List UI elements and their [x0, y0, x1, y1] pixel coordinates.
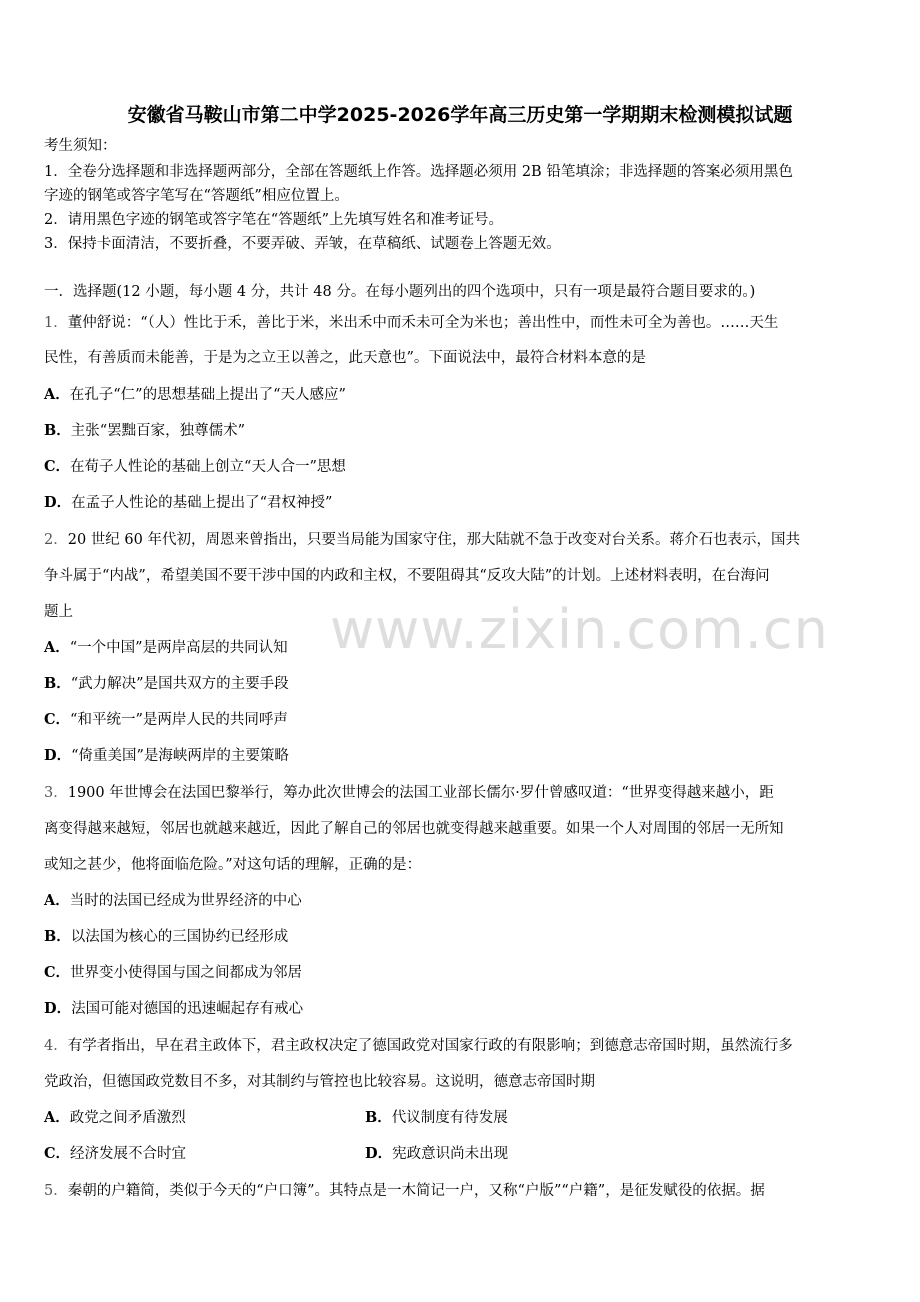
option-label: B．	[44, 928, 71, 945]
question-text: 题上	[44, 604, 73, 620]
notice-item: 3．保持卡面清洁，不要折叠，不要弄破、弄皱，在草稿纸、试题卷上答题无效。	[44, 236, 561, 252]
option-label: C．	[44, 458, 71, 475]
question-3-stem	[44, 783, 880, 803]
question-text: 离变得越来越短，邻居也就越来越近，因此了解自己的邻居也就变得越来越重要。如果一个人对周围的邻居一无所知	[44, 821, 784, 837]
option-d	[365, 1144, 508, 1164]
question-text: 20 世纪 60 年代初，周恩来曾指出，只要当局能为国家守住，那大陆就不急于改变对台关系。蒋介石也表示，国共	[67, 532, 800, 548]
option-text: “武力解决”是国共双方的主要手段	[70, 676, 289, 692]
question-text: 争斗属于“内战”，希望美国不要干涉中国的内政和主权，不要阻碍其“反攻大陆”的计划。上述材料表明，在台海问	[44, 568, 770, 584]
option-label: C．	[44, 1145, 71, 1162]
option-label: A．	[44, 892, 70, 909]
notice-item: 2．请用黑色字迹的钢笔或答字笔在“答题纸”上先填写姓名和准考证号。	[44, 212, 504, 228]
option-a	[44, 891, 880, 911]
option-text: 经济发展不合时宜	[70, 1146, 187, 1162]
notice-item: 字迹的钢笔或答字笔写在“答题纸”相应位置上。	[44, 188, 349, 204]
option-text: “一个中国”是两岸高层的共同认知	[69, 640, 288, 656]
option-text: “和平统一”是两岸人民的共同呼声	[70, 712, 288, 728]
question-text: 1900 年世博会在法国巴黎举行，筹办此次世博会的法国工业部长儒尔·罗什曾感叹道：“世界变得越来越小，距	[67, 785, 774, 801]
option-text: 在荀子人性论的基础上创立“天人合一”思想	[70, 459, 346, 475]
option-label: D．	[365, 1145, 393, 1162]
option-a	[44, 385, 880, 405]
option-text: 法国可能对德国的迅速崛起存有戒心	[71, 1001, 304, 1017]
option-label: A．	[44, 386, 70, 403]
option-text: 主张“罢黜百家，独尊儒术”	[70, 423, 246, 439]
option-label: D．	[44, 494, 72, 511]
question-number: 5．	[44, 1183, 68, 1199]
option-label: B．	[44, 675, 71, 692]
option-text: “倚重美国”是海峡两岸的主要策略	[71, 748, 289, 764]
option-c	[44, 710, 880, 730]
option-d	[44, 746, 880, 766]
option-a	[44, 1108, 186, 1128]
option-label: A．	[44, 639, 70, 656]
option-text: 以法国为核心的三国协约已经形成	[70, 929, 289, 945]
question-text: 秦朝的户籍简，类似于今天的“户口簿”。其特点是一木简记一户，又称“户版”“户籍”，是征发赋役的依据。据	[67, 1183, 765, 1199]
option-d	[44, 493, 880, 513]
option-text: 在孟子人性论的基础上提出了“君权神授”	[71, 495, 333, 511]
question-number: 1．	[44, 315, 68, 331]
question-number: 3．	[44, 785, 68, 801]
option-label: C．	[44, 711, 71, 728]
option-c	[44, 457, 880, 477]
question-text: 民性，有善质而未能善，于是为之立王以善之，此天意也”。下面说法中，最符合材料本意的是	[44, 350, 646, 366]
option-label: D．	[44, 747, 72, 764]
option-b	[44, 421, 880, 441]
question-5-stem	[44, 1181, 880, 1201]
question-2-stem	[44, 530, 880, 550]
option-text: 在孔子“仁”的思想基础上提出了“天人感应”	[69, 387, 346, 403]
option-text: 代议制度有待发展	[391, 1110, 508, 1126]
watermark: www.zixin.com.cn	[330, 598, 829, 661]
option-text: 宪政意识尚未出现	[392, 1146, 509, 1162]
question-text: 董仲舒说：“（人）性比于禾，善比于米，米出禾中而禾未可全为米也；善出性中，而性未可全为善也。……天生	[67, 315, 779, 331]
notice-item: 1．全卷分选择题和非选择题两部分，全部在答题纸上作答。选择题必须用 2B 铅笔填涂；非选择题的答案必须用黑色	[44, 164, 793, 180]
question-number: 2．	[44, 532, 68, 548]
option-label: B．	[365, 1109, 392, 1126]
option-text: 世界变小使得国与国之间都成为邻居	[70, 965, 303, 981]
option-d	[44, 999, 880, 1019]
option-label: C．	[44, 964, 71, 981]
option-b	[365, 1108, 508, 1128]
option-b	[44, 674, 880, 694]
question-text: 或知之甚少，他将面临危险。”对这句话的理解，正确的是：	[44, 857, 422, 873]
option-c	[44, 1144, 186, 1164]
option-b	[44, 927, 880, 947]
option-text: 政党之间矛盾激烈	[69, 1110, 186, 1126]
page-title: 安徽省马鞍山市第二中学2025-2026学年高三历史第一学期期末检测模拟试题	[127, 104, 793, 126]
option-label: D．	[44, 1000, 72, 1017]
notice-heading: 考生须知：	[44, 138, 117, 154]
option-text: 当时的法国已经成为世界经济的中心	[69, 893, 302, 909]
question-1-stem	[44, 313, 880, 333]
question-text: 党政治，但德国政党数目不多，对其制约与管控也比较容易。这说明，德意志帝国时期	[44, 1074, 595, 1090]
option-label: B．	[44, 422, 71, 439]
section-heading: 一．选择题(12 小题，每小题 4 分，共计 48 分。在每小题列出的四个选项中，只有一项是最符合题目要求的。)	[44, 284, 756, 300]
question-text: 有学者指出，早在君主政体下，君主政权决定了德国政党对国家行政的有限影响；到德意志帝国时期，虽然流行多	[67, 1038, 793, 1054]
option-c	[44, 963, 880, 983]
question-number: 4．	[44, 1038, 68, 1054]
option-label: A．	[44, 1109, 70, 1126]
question-4-stem	[44, 1036, 880, 1056]
